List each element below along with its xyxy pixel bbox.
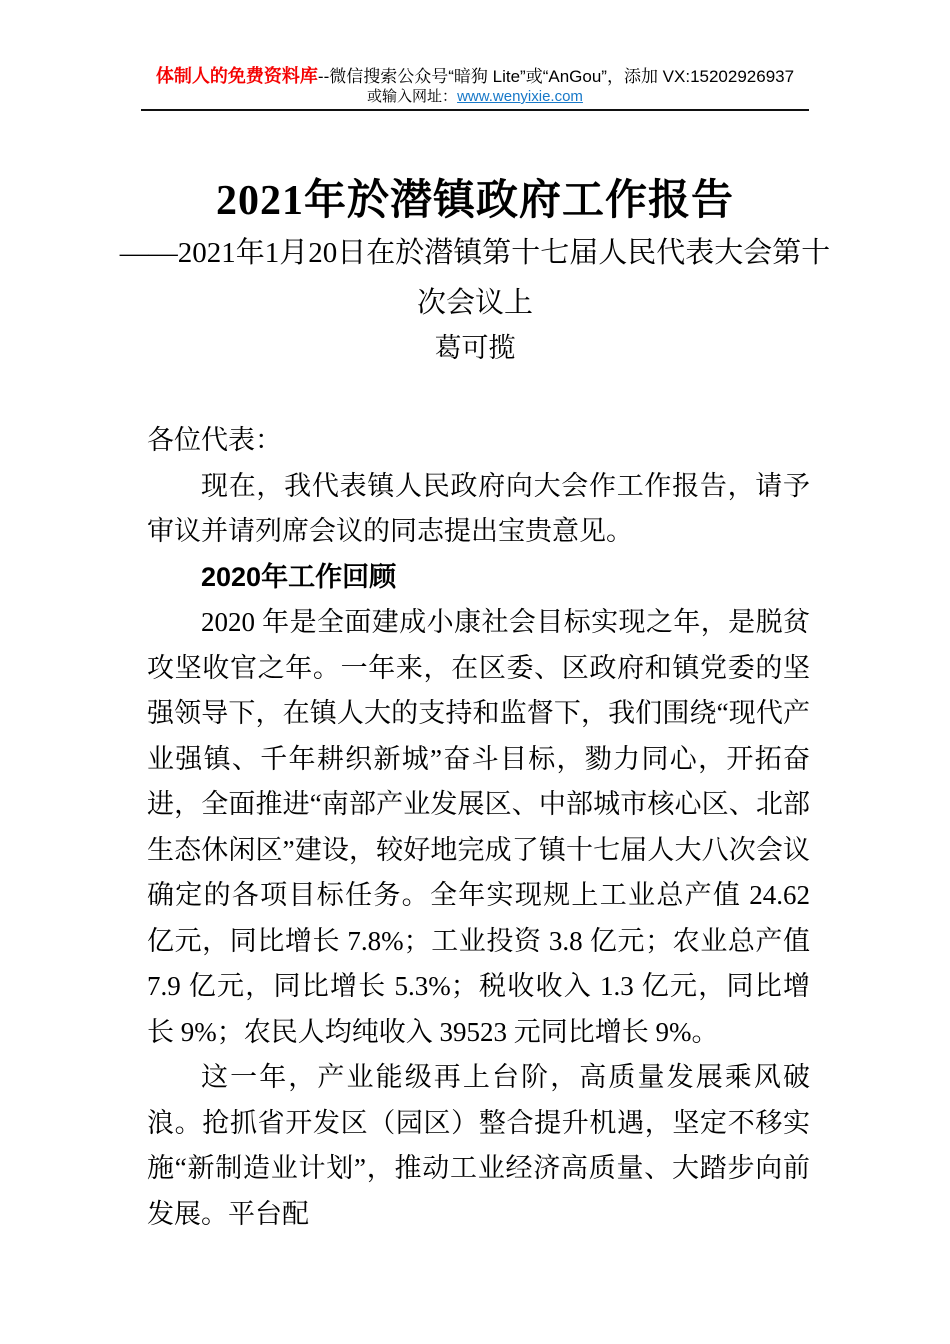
body-block-salutation: 各位代表： (147, 425, 282, 455)
document-subtitle (0, 228, 950, 328)
body-block-heading: 2020年工作回顾 (201, 561, 397, 592)
promo-header-line2 (141, 88, 809, 105)
website-link[interactable]: www.wenyixie.com (457, 88, 583, 105)
body-block-para: 2020 年是全面建成小康社会目标实现之年，是脱贫攻坚收官之年。一年来，在区委、区政府和镇党委的坚强领导下，在镇人大的支持和监督下，我们围绕“现代产业强镇、千年耕织新城”奋斗目标，勠力同心，开拓奋进，全面推进“南部产业发展区、中部城市核心区、北部生态休闲区”建设，较好地完成了镇十七届人大八次会议确定的各项目标任务。全年实现规上工业总产值 24.62 亿元，同比增长 7.8%；工业投资 3.8 亿元；农业总产值 7.9 亿元，同比增长 5.3%；税收收入 1.3 亿元，同比增长 9%；农民人均纯收入 39523 元同比增长 9%。 (147, 607, 810, 1047)
document-body (147, 418, 810, 1237)
document-author: 葛可揽 (434, 333, 516, 363)
promo-header-line2-prefix: 或输入网址： (367, 88, 458, 105)
body-block-para: 现在，我代表镇人民政府向大会作工作报告，请予审议并请列席会议的同志提出宝贵意见。 (147, 470, 810, 546)
document-subtitle-line2: 次会议上 (416, 287, 533, 319)
body-block-para: 这一年，产业能级再上台阶，高质量发展乘风破浪。抢抓省开发区（园区）整合提升机遇，坚定不移实施“新制造业计划”，推动工业经济高质量、大踏步向前发展。平台配 (147, 1062, 810, 1229)
promo-header (141, 66, 809, 111)
promo-header-line1-rest: --微信搜索公众号“暗狗 Lite”或“AnGou”，添加 VX:15202926937 (317, 67, 795, 86)
document-title: 2021年於潜镇政府工作报告 (215, 178, 734, 224)
promo-header-line1 (141, 66, 809, 87)
site-name: 体制人的免费资料库 (155, 66, 318, 86)
document-subtitle-line1: ——2021年1月20日在於潜镇第十七届人民代表大会第十 (119, 237, 831, 269)
